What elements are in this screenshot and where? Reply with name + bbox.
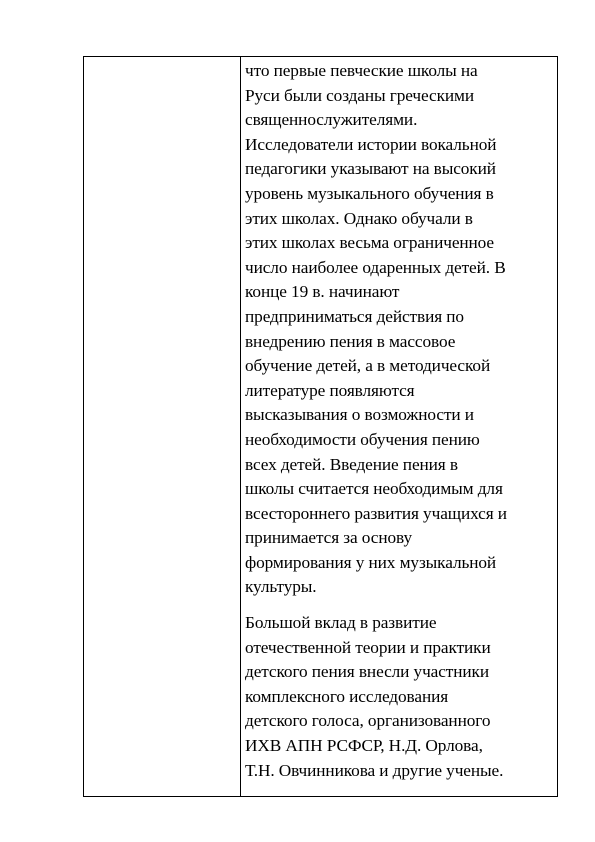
paragraph-contributions-to-singing-theory: Большой вклад в развитие отечественной теории и практики детского пения внесли участники комплексного исследования детского голоса, организованного ИХВ АПН РСФСР, Н.Д. Орлова, Т.Н. Овчинникова и другие ученые.: [245, 613, 504, 780]
paragraph-history-of-singing-schools: что первые певческие школы на Руси были созданы греческими священнослужителями. Исследователи истории вокальной педагогики указывают на высокий уровень музыкального обучения в этих школах. Однако обучали в этих школах весьма ограниченное число наиболее одаренных детей. В конце 19 в. начинают предприниматься действия по внедрению пения в массовое обучение детей, а в методической литературе появляются высказывания о возможности и необходимости обучения пению всех детей. Введение пения в школы считается необходимым для всестороннего развития учащихся и принимается за основу формирования у них музыкальной культуры.: [245, 61, 507, 597]
document-table: [83, 56, 558, 797]
table-left-column: [84, 57, 241, 796]
table-right-column: [241, 57, 557, 796]
